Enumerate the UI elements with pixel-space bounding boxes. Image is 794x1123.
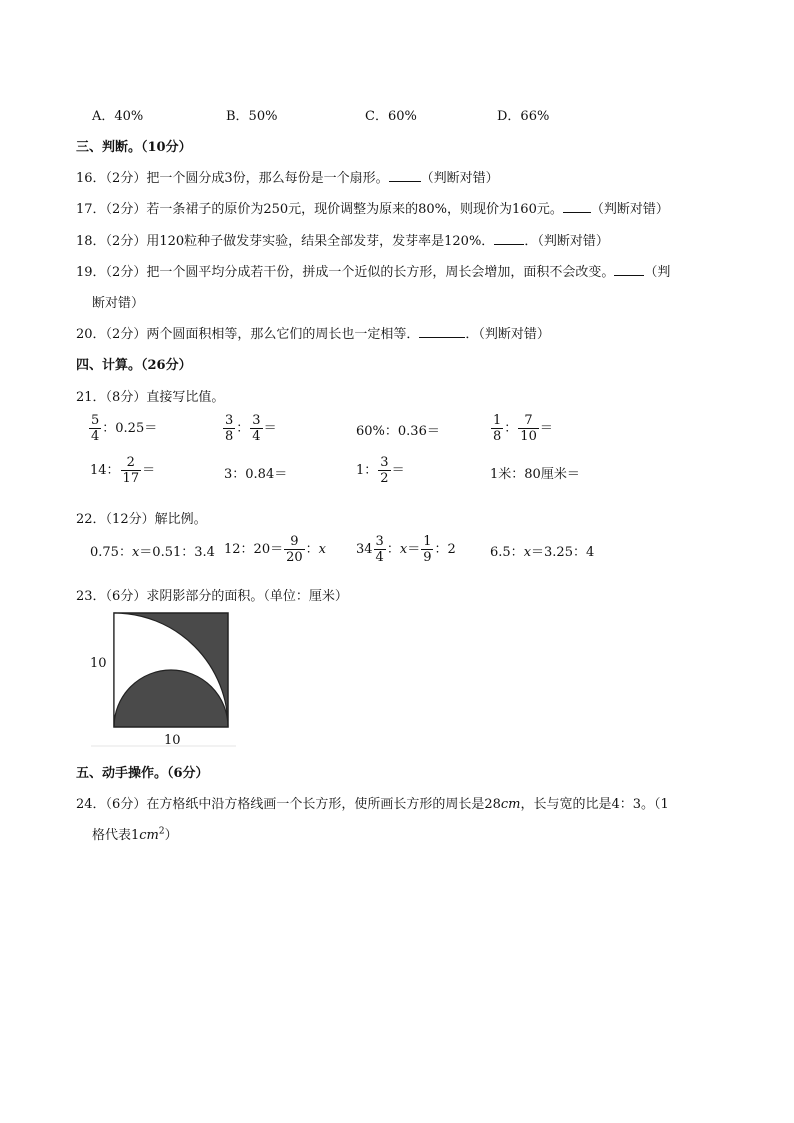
question-number: 16．（2分）: [76, 171, 147, 186]
fraction: $\frac{7}{10}$: [520, 413, 537, 444]
choice-d[interactable]: D．66%: [497, 109, 550, 124]
question-19: [76, 261, 670, 280]
proportion-expr-2: 12：20＝ $\frac{9}{20}$ ：x: [224, 534, 326, 565]
question-19-line2: 断对错）: [92, 296, 145, 311]
choice-b[interactable]: B．50%: [226, 109, 278, 124]
question-number: 22．（12分）: [76, 512, 155, 527]
question-21: [76, 386, 224, 405]
fraction: $\frac{1}{9}$: [423, 534, 432, 565]
choice-c[interactable]: C．60%: [365, 109, 417, 124]
fraction: $\frac{3}{8}$: [225, 413, 234, 444]
question-number: 17．（2分）: [76, 202, 147, 217]
question-text: 把一个圆平均分成若干份，拼成一个近似的长方形，周长会增加，面积不会改变。: [146, 265, 615, 280]
question-text: 解比例。: [154, 512, 207, 527]
question-text: 用120粒种子做发芽实验，结果全部发芽，发芽率是120%．: [146, 234, 495, 249]
question-number: 24．（6分）: [76, 797, 147, 812]
question-18: [76, 230, 609, 249]
choice-a[interactable]: A．40%: [92, 109, 144, 124]
unit: cm: [500, 797, 521, 812]
ratio-expr-8: 1米：80厘米＝: [490, 467, 580, 482]
proportion-expr-1: 0.75：x＝0.51：3.4: [90, 545, 215, 560]
answer-blank[interactable]: [419, 325, 465, 338]
question-tail: （判: [644, 265, 671, 280]
shaded-area-figure: [86, 608, 240, 750]
question-text: 若一条裙子的原价为250元，现价调整为原来的80%，则现价为160元。: [146, 202, 563, 217]
section-heading-operation: 五、动手操作。（6分）: [76, 766, 209, 781]
question-text: 两个圆面积相等，那么它们的周长也一定相等．: [146, 327, 420, 342]
question-24-line2: 格代表$1cm^2$）: [92, 826, 178, 843]
question-tail: （判断对错）: [590, 202, 669, 217]
question-tail: ．（判断对错）: [524, 234, 609, 249]
fraction: $\frac{9}{20}$: [286, 534, 303, 565]
question-tail: （判断对错）: [420, 171, 499, 186]
ratio-expr-1: $\frac{5}{4}$ ：0.25＝: [91, 413, 158, 444]
question-20: [76, 323, 550, 342]
fraction: $\frac{3}{2}$: [380, 455, 389, 486]
question-text: 把一个圆分成3份，那么每份是一个扇形。: [146, 171, 389, 186]
question-text: 直接写比值。: [146, 390, 225, 405]
answer-blank[interactable]: [614, 263, 644, 276]
proportion-expr-3: 34 $\frac{3}{4}$ ：x＝ $\frac{1}{9}$ ：2: [356, 534, 456, 565]
question-tail: ．（判断对错）: [465, 327, 550, 342]
question-number: 20．（2分）: [76, 327, 147, 342]
answer-blank[interactable]: [494, 232, 524, 245]
question-number: 19．（2分）: [76, 265, 147, 280]
fraction: $\frac{2}{17}$: [122, 455, 140, 486]
section-heading-judge: 三、判断。（10分）: [76, 140, 192, 155]
ratio-expr-6: 3：0.84＝: [224, 467, 288, 482]
question-16: [76, 167, 499, 186]
question-17: [76, 198, 669, 217]
question-22: [76, 508, 207, 527]
fraction: $\frac{1}{8}$: [493, 413, 502, 444]
question-text: ，长与宽的比是4：3。（1: [520, 797, 669, 812]
question-number: 18．（2分）: [76, 234, 147, 249]
ratio-expr-5: 14： $\frac{2}{17}$ ＝: [90, 455, 156, 486]
question-text: 求阴影部分的面积。（单位：厘米）: [146, 589, 348, 604]
question-24: [76, 793, 669, 812]
figure-svg: [86, 608, 240, 750]
fraction: $\frac{3}{4}$: [375, 534, 384, 565]
side-label: 10: [90, 656, 107, 671]
ratio-expr-3: 60%：0.36＝: [356, 424, 440, 439]
question-23: [76, 585, 348, 604]
answer-blank[interactable]: [389, 169, 421, 182]
section-heading-calc: 四、计算。（26分）: [76, 358, 192, 373]
proportion-expr-4: 6.5：x＝3.25：4: [490, 545, 595, 560]
fraction: $\frac{5}{4}$: [91, 413, 100, 444]
ratio-expr-2: $\frac{3}{8}$ ： $\frac{3}{4}$ ＝: [225, 413, 277, 444]
question-number: 23．（6分）: [76, 589, 147, 604]
question-text: 在方格纸中沿方格线画一个长方形，使所画长方形的周长是28: [146, 797, 501, 812]
fraction: $\frac{3}{4}$: [252, 413, 261, 444]
ratio-expr-4: $\frac{1}{8}$ ： $\frac{7}{10}$ ＝: [493, 413, 553, 444]
ratio-expr-7: 1： $\frac{3}{2}$ ＝: [356, 455, 405, 486]
answer-blank[interactable]: [563, 200, 591, 213]
bottom-label: 10: [164, 733, 181, 748]
question-number: 21．（8分）: [76, 390, 147, 405]
